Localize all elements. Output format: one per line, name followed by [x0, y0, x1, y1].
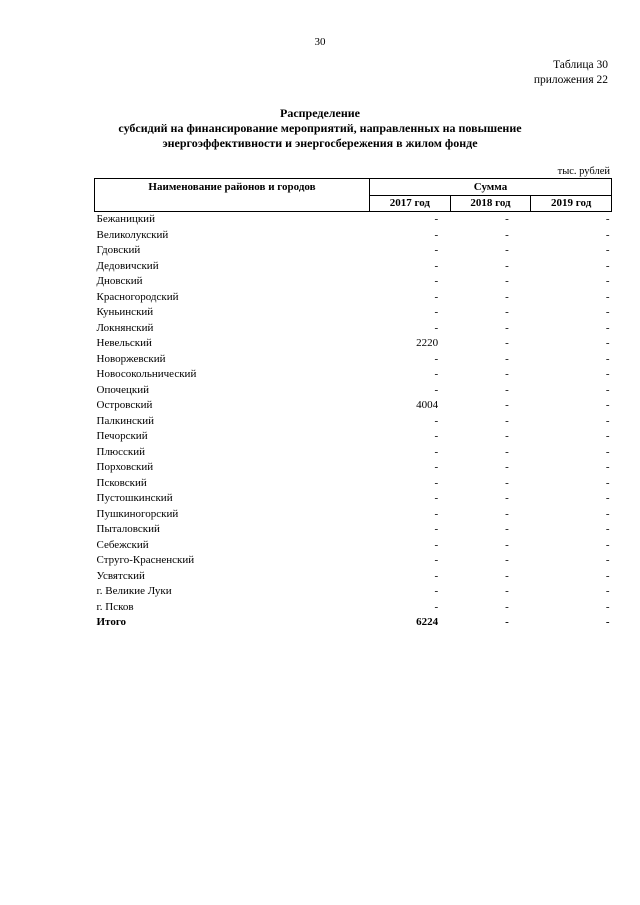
value-2017: -: [434, 368, 439, 380]
value-2019: -: [605, 228, 610, 241]
table-row: [95, 460, 612, 476]
district-name: Псковский: [96, 476, 147, 489]
value-2017: -: [434, 538, 439, 551]
district-name: Себежский: [96, 538, 149, 551]
table-row: [95, 336, 612, 352]
table-row: [95, 553, 612, 569]
value-2019: -: [605, 321, 610, 334]
value-2019: -: [605, 259, 610, 272]
value-2018: -: [505, 321, 509, 334]
district-name: Усвятский: [96, 569, 145, 582]
district-name: Невельский: [96, 337, 152, 349]
table-row: [95, 228, 612, 244]
value-2018: -: [505, 445, 509, 458]
value-2017: -: [434, 569, 439, 582]
value-2019: -: [605, 554, 610, 566]
header-year-2018: 2018 год: [450, 195, 531, 212]
value-2017: -: [434, 445, 439, 458]
value-2018: -: [505, 244, 509, 256]
value-2018: -: [505, 507, 509, 520]
district-name: Куньинский: [96, 306, 154, 318]
value-2019: -: [605, 492, 610, 504]
table-row: [95, 259, 612, 275]
value-2019: -: [605, 507, 610, 520]
district-name: Пыталовский: [96, 523, 160, 535]
table-reference: [534, 58, 608, 88]
value-2018: -: [505, 259, 509, 272]
value-2017: 2220: [416, 337, 439, 349]
value-2018: -: [505, 492, 509, 504]
value-2017: -: [434, 585, 439, 597]
value-2017: -: [434, 507, 439, 520]
value-2019: -: [605, 352, 610, 365]
table-row: [95, 352, 612, 368]
value-2019: -: [605, 213, 610, 225]
value-2019: -: [605, 414, 610, 427]
value-2019: -: [605, 290, 610, 303]
value-2019: -: [605, 337, 610, 349]
district-name: г. Великие Луки: [96, 585, 172, 597]
district-name: Новосокольнический: [96, 368, 197, 380]
page-number: 30: [314, 36, 326, 48]
table-row: [95, 290, 612, 306]
district-name: Итого: [96, 616, 127, 628]
table-row: [95, 243, 612, 259]
title-line-3: энергоэффективности и энергосбережения в жилом фонде: [162, 136, 478, 150]
value-2017: -: [434, 213, 439, 225]
value-2018: -: [505, 414, 509, 427]
value-2019: -: [605, 538, 610, 551]
value-2019: -: [605, 275, 610, 287]
value-2017: -: [434, 244, 439, 256]
value-2018: -: [505, 368, 509, 380]
value-2018: -: [505, 600, 509, 613]
value-2017: -: [434, 352, 439, 365]
value-2019: -: [605, 244, 610, 256]
value-2019: -: [605, 523, 610, 535]
value-2017: -: [434, 259, 439, 272]
value-2018: -: [505, 352, 509, 365]
value-2019: -: [605, 569, 610, 582]
table-row: [95, 569, 612, 585]
district-name: Струго-Красненский: [96, 554, 195, 566]
unit-label: тыс. рублей: [557, 166, 610, 177]
value-2017: -: [434, 492, 439, 504]
value-2017: -: [434, 414, 439, 427]
district-name: Гдовский: [96, 244, 141, 256]
value-2017: -: [434, 600, 439, 613]
value-2018: -: [505, 228, 509, 241]
district-name: Локнянский: [96, 321, 154, 334]
value-2018: -: [505, 213, 509, 225]
value-2019: -: [605, 445, 610, 458]
value-2019: -: [605, 476, 610, 489]
value-2019: -: [605, 461, 610, 473]
table-row: [95, 507, 612, 523]
reference-appendix: приложения 22: [533, 74, 608, 86]
district-name: Печорский: [96, 430, 148, 442]
table-row: [95, 491, 612, 507]
table-row: [95, 321, 612, 337]
district-name: Плюсский: [96, 445, 146, 458]
value-2018: -: [505, 569, 509, 582]
table-body: [95, 212, 612, 631]
district-name: Порховский: [96, 461, 154, 473]
value-2018: -: [505, 538, 509, 551]
title-line-2: субсидий на финансирование мероприятий, направленных на повышение: [118, 121, 522, 135]
value-2018: -: [505, 383, 509, 396]
header-district-name: Наименование районов и городов: [95, 179, 370, 212]
value-2017: -: [434, 430, 439, 442]
district-name: Новоржевский: [96, 352, 166, 365]
value-2019: -: [605, 585, 610, 597]
district-name: Великолукский: [96, 228, 169, 241]
district-name: Дедовичский: [96, 259, 159, 272]
value-2018: -: [505, 306, 509, 318]
header-year-2017: 2017 год: [370, 195, 451, 212]
value-2019: -: [605, 430, 610, 442]
value-2018: -: [505, 430, 509, 442]
value-2017: -: [434, 523, 439, 535]
value-2018: -: [505, 290, 509, 303]
value-2017: -: [434, 275, 439, 287]
table-row: [95, 414, 612, 430]
value-2017: -: [434, 306, 439, 318]
district-name: Пустошкинский: [96, 492, 173, 504]
value-2018: -: [505, 337, 509, 349]
district-name: Красногородский: [96, 290, 179, 303]
value-2018: -: [505, 275, 509, 287]
value-2018: -: [505, 399, 509, 411]
table-row: [95, 538, 612, 554]
table-row: [95, 445, 612, 461]
value-2019: -: [605, 368, 610, 380]
value-2019: -: [605, 616, 610, 628]
value-2017: -: [434, 461, 439, 473]
subsidy-table: [94, 178, 612, 631]
value-2017: -: [434, 476, 439, 489]
header-sum: Сумма: [370, 179, 612, 196]
district-name: г. Псков: [96, 600, 134, 613]
district-name: Островский: [96, 399, 153, 411]
reference-table-number: Таблица 30: [553, 59, 608, 71]
value-2018: -: [505, 554, 509, 566]
value-2018: -: [505, 461, 509, 473]
table-row: [95, 212, 612, 228]
district-name: Дновский: [96, 275, 143, 287]
table-row: [95, 476, 612, 492]
table-row: [95, 429, 612, 445]
table-row: [95, 383, 612, 399]
value-2018: -: [505, 476, 509, 489]
document-title: [0, 106, 640, 151]
value-2018: -: [505, 585, 509, 597]
value-2019: -: [605, 306, 610, 318]
table-row: [95, 274, 612, 290]
value-2017: 6224: [416, 616, 439, 628]
table-row: [95, 600, 612, 616]
total-row: [95, 615, 612, 631]
table-row: [95, 522, 612, 538]
value-2019: -: [605, 383, 610, 396]
value-2017: -: [434, 321, 439, 334]
value-2019: -: [605, 600, 610, 613]
value-2017: -: [434, 554, 439, 566]
value-2017: 4004: [416, 399, 439, 411]
value-2017: -: [434, 383, 439, 396]
table-row: [95, 367, 612, 383]
value-2017: -: [434, 228, 439, 241]
district-name: Палкинский: [96, 414, 155, 427]
header-year-2019: 2019 год: [531, 195, 612, 212]
table-row: [95, 305, 612, 321]
district-name: Опочецкий: [96, 383, 149, 396]
district-name: Пушкиногорский: [96, 507, 179, 520]
table-row: [95, 398, 612, 414]
title-line-1: Распределение: [279, 106, 361, 120]
table-row: [95, 584, 612, 600]
value-2018: -: [505, 616, 509, 628]
district-name: Бежаницкий: [96, 213, 155, 225]
value-2017: -: [434, 290, 439, 303]
value-2019: -: [605, 399, 610, 411]
value-2018: -: [505, 523, 509, 535]
